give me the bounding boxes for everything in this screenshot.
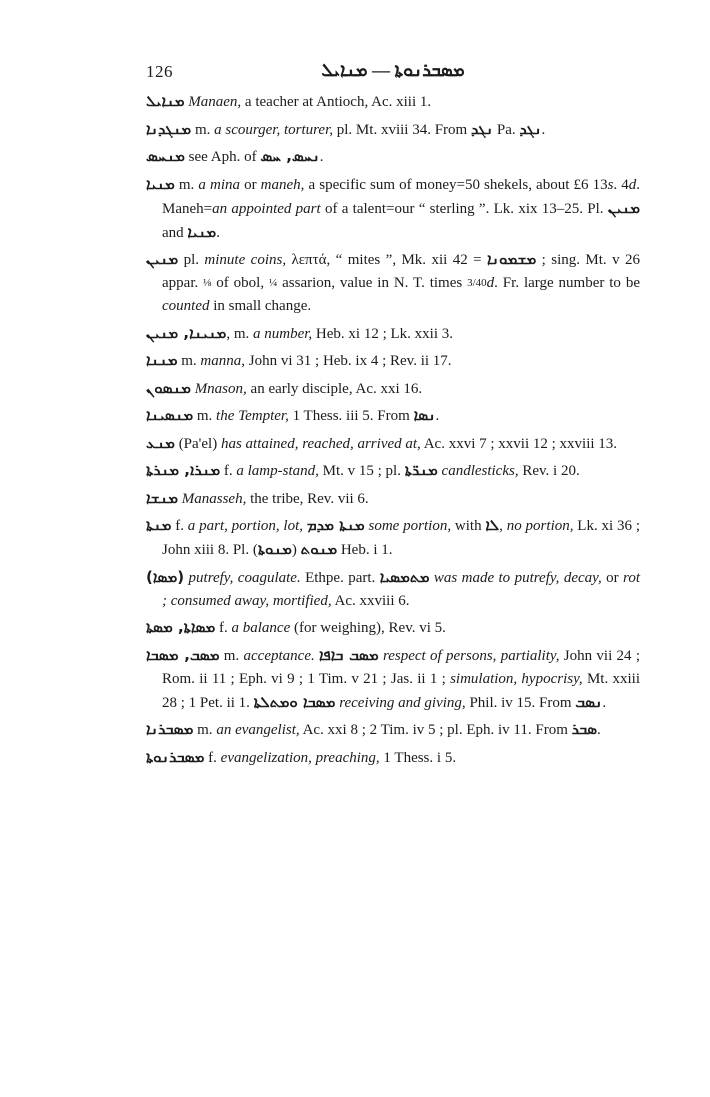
entry-text: m. [177, 353, 201, 369]
definition-text: Manasseh, [181, 490, 247, 507]
entry-text: Heb. xi 12 ; Lk. xxii 3. [312, 325, 453, 342]
syriac-word: ܡܢܣܝܢܐ [146, 406, 194, 424]
syriac-word: ܡܢܬܐ ܡܕܡ [306, 516, 365, 534]
syriac-word: ܡܢܥ [146, 433, 175, 452]
lexicon-entry [146, 322, 640, 346]
entry-text: or [601, 569, 624, 586]
definition-text: simulation, hypocrisy, [450, 670, 583, 687]
entry-text: f. [220, 463, 237, 479]
definition-text: counted [162, 298, 210, 314]
definition-text: receiving and giving, [339, 694, 466, 711]
syriac-word: ܡܢܘܬ [300, 540, 338, 558]
entry-text: an early disciple, Ac. xxi 16. [246, 380, 423, 397]
syriac-word: (ܡܣܐ) [146, 567, 185, 586]
syriac-word: ܡܢܬܐ [146, 516, 172, 534]
definition-text: respect of persons, partiality, [382, 647, 560, 664]
lexicon-entry [146, 377, 640, 401]
lexicon-entry [146, 145, 640, 169]
definition-text: an appointed part [212, 200, 321, 217]
entry-text: ; sing. Mt. v 26 appar. [162, 252, 640, 291]
entry-text: . 4 [613, 176, 629, 193]
entry-text: λεπτά, “ mites ”, Mk. xii 42 = [286, 252, 487, 268]
entry-text: . [597, 722, 601, 738]
definition-text: d [628, 176, 637, 193]
entry-text: of a talent=our “ sterling ”. Lk. xix 13–25. Pl. [320, 200, 608, 217]
entry-text: Mt. v 15 ; pl. [318, 463, 405, 479]
definition-text: a lamp-stand, [236, 463, 319, 479]
syriac-word: ܡܣܒܪܢܐ [146, 720, 194, 738]
entry-text: m. [191, 121, 215, 138]
definition-text: some portion, [368, 518, 452, 534]
syriac-word: ܡܣܒ ܒܐܦܐ [319, 645, 379, 664]
lexicon-entry [146, 349, 640, 373]
syriac-word: ܡܣܒܪܢܘܬܐ [146, 747, 205, 766]
syriac-word: ܢܓܕ [519, 119, 542, 138]
syriac-word: ܠܐ [485, 516, 500, 534]
entry-text: , [499, 518, 507, 534]
definition-text: the Tempter, [216, 408, 289, 424]
lexicon-entry [146, 90, 640, 114]
syriac-word: ܡܢܝܐ [187, 222, 217, 241]
definition-text: a mina [198, 176, 240, 193]
entry-text: . [319, 149, 324, 165]
definition-text: rot ; consumed away, mortified, [162, 569, 640, 609]
entry-text: m. [174, 176, 199, 193]
definition-text: s [607, 176, 614, 193]
syriac-word: ܡܣܒ, ܡܣܒܐ [146, 645, 220, 664]
entry-text: or [239, 176, 261, 193]
syriac-word: ܡܢܪ̈ܬܐ [404, 461, 438, 479]
entry-text: pl. Mt. xviii 34. From [333, 121, 471, 138]
lexicon-entry [146, 173, 640, 245]
entry-text: 1 Thess. iii 5. From [288, 408, 414, 424]
syriac-word: ܣܒܪ [571, 720, 597, 738]
lexicon-entry [146, 644, 640, 715]
syriac-word: ܢܣܒ [575, 692, 603, 711]
syriac-word: ܡܣܒܐ ܘܡܬܠܬܐ [253, 692, 336, 711]
definition-text: d [486, 275, 495, 291]
definition-text: acceptance. [243, 647, 315, 664]
entry-text: Ac. xxviii 6. [331, 592, 410, 609]
syriac-word: ܡܢܣܘܢ [146, 378, 191, 397]
entry-text: and [162, 224, 188, 241]
definition-text: a scourger, torturer, [214, 121, 334, 138]
syriac-word: ܡܢܢܐ [146, 351, 178, 369]
entry-text: Ac. xxvi 7 ; xxvii 12 ; xxviii 13. [420, 435, 618, 452]
definition-text: putrefy, coagulate. [188, 569, 301, 586]
entry-text: a teacher at Antioch, Ac. xiii 1. [241, 94, 432, 110]
entry-text: Pa. [493, 121, 520, 138]
fraction: ⅛ [203, 277, 212, 289]
entry-text: m. [193, 408, 217, 424]
definition-text: a number, [253, 325, 313, 342]
syriac-word: ܡܢܘܬܐ [257, 540, 292, 558]
page-header [146, 58, 640, 88]
entry-text: with [451, 518, 486, 534]
syriac-word: ܡܢܝܐ [146, 174, 175, 193]
entry-text: . Maneh= [162, 176, 641, 217]
lexicon-entry [146, 432, 640, 456]
entry-text: of obol, [211, 275, 269, 291]
entry-text: in small change. [209, 298, 312, 314]
lexicon-entries [146, 90, 640, 773]
entry-text: . [602, 694, 607, 711]
definition-text: no portion, [506, 518, 574, 534]
syriac-word: ܡܢܐܝܠ [146, 92, 185, 110]
entry-text: ) [291, 542, 301, 558]
syriac-word: ܡܣܐܬܐ, ܡܣܬܐ [146, 618, 216, 636]
entry-text: the tribe, Rev. vii 6. [246, 490, 369, 507]
entry-text: f. [215, 620, 232, 636]
fraction: 3/40 [467, 277, 487, 289]
definition-text: Mnason, [194, 380, 247, 397]
entry-text: pl. [178, 252, 205, 268]
lexicon-entry [146, 514, 640, 562]
lexicon-entry [146, 404, 640, 428]
syriac-word: ܡܢܚܣ [146, 147, 185, 165]
entry-text: Lk. xi 36 ; John xiii 8. Pl. ( [162, 518, 641, 558]
entry-text: 1 Thess. i 5. [379, 749, 457, 766]
definition-text: an evangelist, [216, 722, 300, 738]
entry-text: (for weighing), Rev. vi 5. [290, 620, 446, 636]
entry-text: Heb. i 1. [337, 542, 393, 558]
lexicon-entry [146, 746, 640, 770]
entry-text: assarion, value in N. T. times [277, 275, 468, 291]
definition-text: Manaen, [188, 94, 242, 110]
entry-text: f. [171, 518, 188, 534]
page-number: 126 [146, 62, 173, 81]
entry-text: m. [193, 722, 217, 738]
entry-text: John vi 31 ; Heb. ix 4 ; Rev. ii 17. [245, 353, 452, 369]
entry-text: Ethpe. part. [300, 569, 380, 586]
syriac-word: ܢܚܣ, ܚܣ [260, 147, 320, 165]
entry-text: , m. [226, 325, 253, 342]
lexicon-entry [146, 616, 640, 640]
lexicon-entry [146, 487, 640, 511]
syriac-word: ܡܢܝܢ [146, 250, 179, 268]
definition-text: a balance [231, 620, 291, 636]
syriac-word: ܡܢܝܢ [607, 198, 640, 217]
definition-text: maneh, [260, 176, 305, 193]
entry-text: f. [204, 749, 221, 766]
definition-text: evangelization, preaching, [220, 749, 380, 766]
definition-text: manna, [200, 353, 246, 369]
definition-text: candlesticks, [441, 463, 519, 479]
lexicon-entry [146, 718, 640, 742]
entry-text: m. [219, 647, 244, 664]
lexicon-entry [146, 118, 640, 142]
syriac-word: ܡܬܡܣܝܐ [379, 567, 430, 586]
entry-text: see Aph. of [184, 149, 261, 165]
syriac-word: ܡܢܓܕܢܐ [146, 119, 192, 138]
entry-text: Phil. iv 15. From [465, 694, 576, 711]
definition-text: minute coins, [204, 252, 287, 268]
lexicon-entry [146, 459, 640, 483]
entry-text: a specific sum of money=50 shekels, about £6 13 [304, 176, 608, 193]
entry-text: John vii 24 ; Rom. ii 11 ; Eph. vi 9 ; 1 Tim. v 21 ; Jas. ii 1 ; [162, 647, 641, 687]
definition-text: has attained, reached, arrived at, [220, 435, 421, 452]
entry-text: Ac. xxi 8 ; 2 Tim. iv 5 ; pl. Eph. iv 11. From [299, 722, 572, 738]
entry-text: . [216, 224, 220, 241]
running-head: ܡܣܒܪܢܘܬܐ — ܡܢܐܝܠ [321, 60, 465, 80]
lexicon-entry [146, 248, 640, 318]
entry-text: (Pa'el) [174, 435, 221, 452]
definition-text: a part, portion, lot, [187, 518, 304, 534]
syriac-word: ܡܫܡܘܢܐ [487, 250, 537, 268]
lexicon-entry [146, 566, 640, 613]
syriac-word: ܡܢܝܢܐ, ܡܢܝܢ [146, 323, 227, 342]
entry-text: . [435, 408, 440, 424]
syriac-word: ܡܢܫܐ [146, 488, 178, 507]
entry-text: Rev. i 20. [518, 463, 580, 479]
syriac-word: ܡܢܪܐ, ܡܢܪܬܐ [146, 461, 221, 479]
fraction: ¼ [268, 277, 278, 289]
entry-text: Mt. xxiii 28 ; 1 Pet. ii 1. [162, 670, 640, 711]
entry-text: . Fr. large number to be [494, 275, 640, 291]
definition-text: was made to putrefy, decay, [433, 569, 602, 586]
syriac-word: ܢܓܕ [470, 119, 494, 138]
entry-text: . [541, 121, 546, 138]
syriac-word: ܢܣܐ [413, 406, 436, 424]
